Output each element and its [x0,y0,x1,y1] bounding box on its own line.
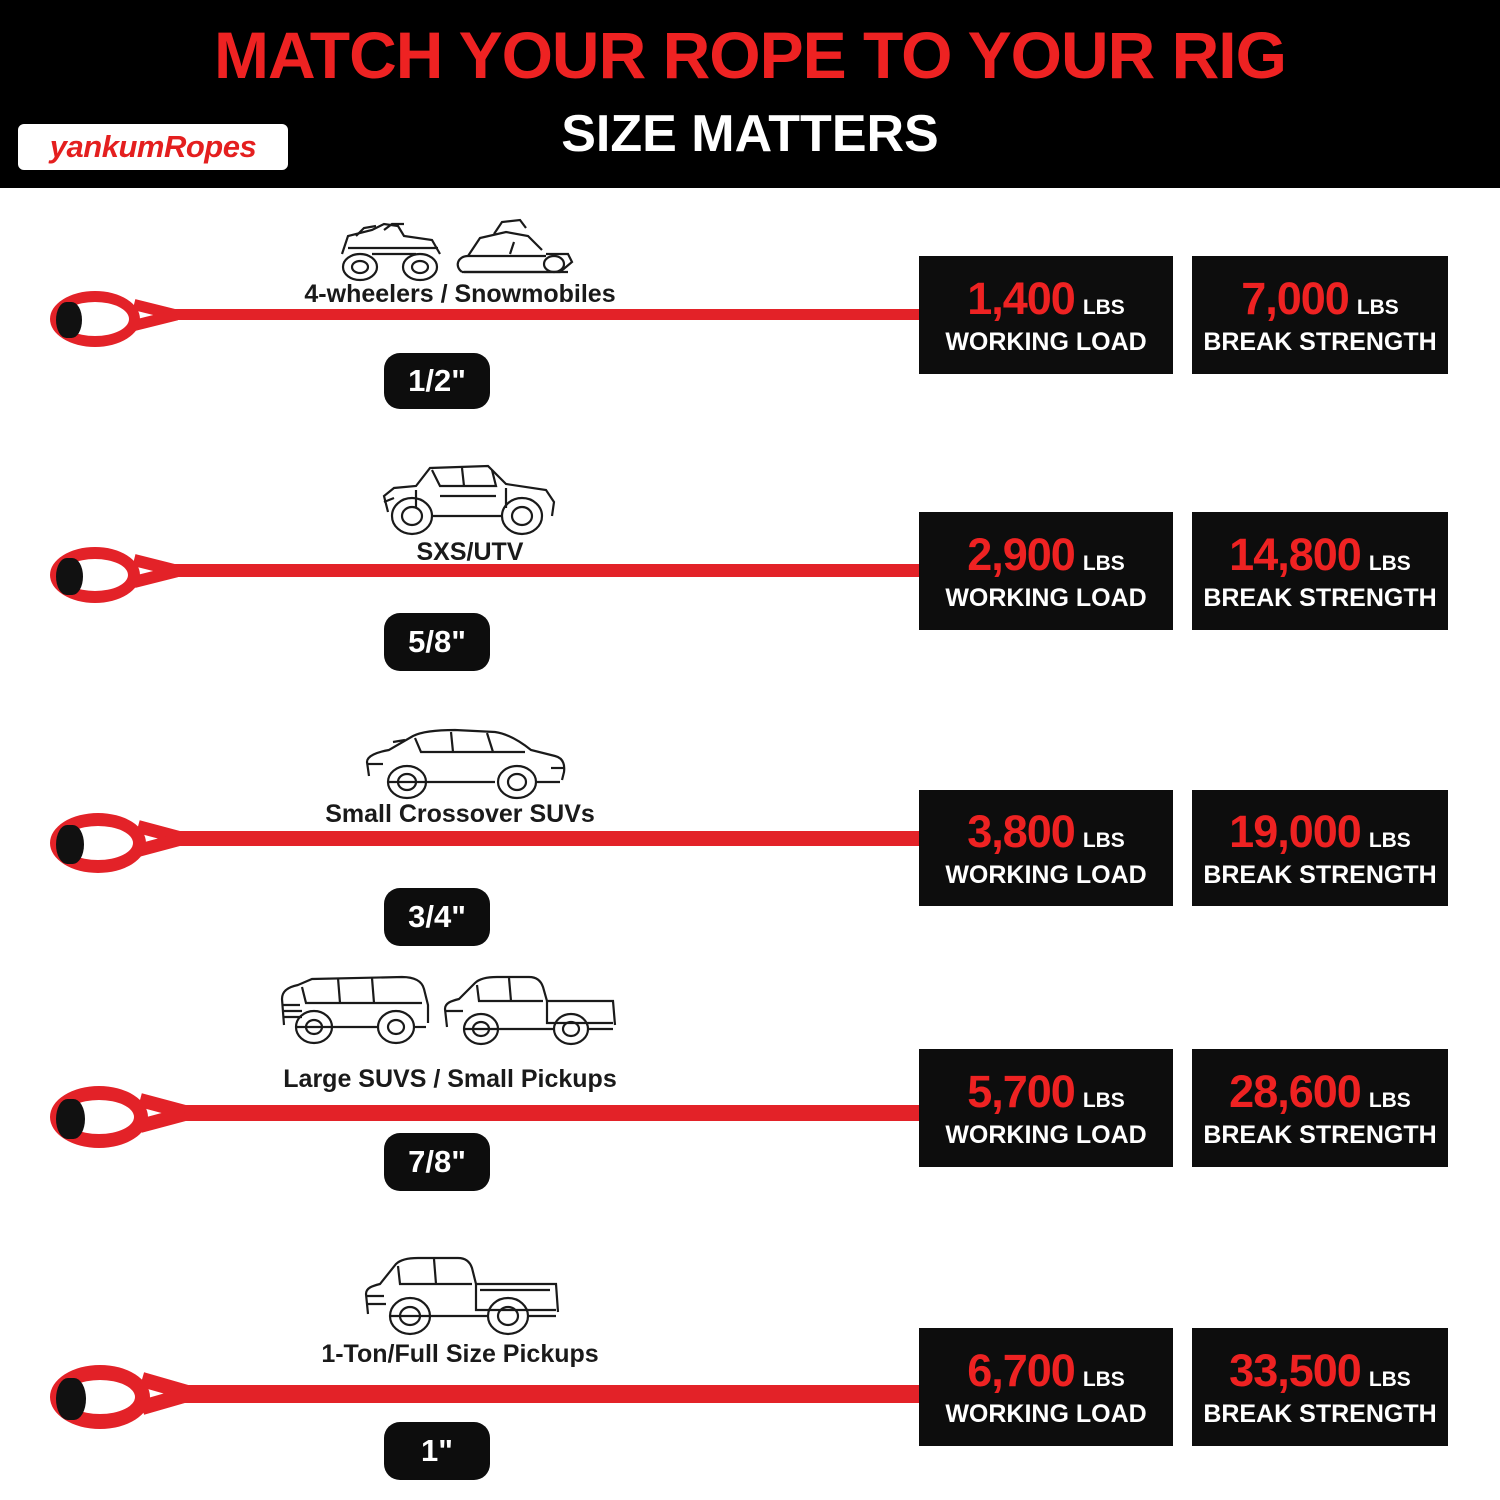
break-strength-value: 28,600 [1229,1065,1361,1117]
page-title: MATCH YOUR ROPE TO YOUR RIG [214,18,1286,92]
rope-row [0,965,1500,1227]
rope-size-badge: 7/8" [384,1133,490,1191]
rope-body [170,1105,920,1121]
full-size-pickup-icon [350,1250,580,1340]
working-load-box [919,512,1173,630]
atv-snowmobile-icon [320,210,600,282]
utv-icon [370,450,570,538]
working-load-box [919,790,1173,906]
vehicle-label: Small Crossover SUVs [325,800,595,828]
break-strength-box [1192,256,1448,374]
working-load-value: 3,800 [967,805,1075,857]
working-load-caption: WORKING LOAD [945,860,1147,889]
rope-eye-sleeve [56,302,82,338]
working-load-value: 2,900 [967,528,1075,580]
working-load-unit: LBS [1082,828,1125,852]
break-strength-caption: BREAK STRENGTH [1203,1399,1437,1428]
working-load-unit: LBS [1082,295,1125,319]
rope-body [170,309,920,320]
rope-eye-sleeve [56,558,83,595]
rope-size-badge: 5/8" [384,613,490,671]
break-strength-box [1192,790,1448,906]
working-load-caption: WORKING LOAD [945,1120,1147,1149]
vehicle-label: 4-wheelers / Snowmobiles [304,280,616,308]
break-strength-caption: BREAK STRENGTH [1203,1120,1437,1149]
working-load-caption: WORKING LOAD [945,1399,1147,1428]
rope-size-badge: 1/2" [384,353,490,409]
rope-eye-sleeve [56,825,84,864]
working-load-unit: LBS [1082,1367,1125,1391]
rope-row [0,710,1500,972]
brand-logo-text: yankumRopes [49,129,257,164]
break-strength-value: 19,000 [1229,805,1361,857]
rope-eye-sleeve [56,1099,85,1139]
break-strength-unit: LBS [1368,1367,1411,1391]
break-strength-value: 7,000 [1241,272,1349,324]
rope-row [0,448,1500,710]
page-subtitle: SIZE MATTERS [561,105,939,163]
working-load-unit: LBS [1082,551,1125,575]
working-load-box [919,256,1173,374]
break-strength-value: 14,800 [1229,528,1361,580]
working-load-value: 1,400 [967,272,1075,324]
vehicle-label: 1-Ton/Full Size Pickups [321,1340,599,1368]
rope-body [170,1385,920,1403]
break-strength-box [1192,1328,1448,1446]
working-load-value: 5,700 [967,1065,1075,1117]
rope-size-badge: 1" [384,1422,490,1480]
vehicle-label: SXS/UTV [416,538,524,566]
working-load-box [919,1049,1173,1167]
rope-eye-sleeve [56,1378,86,1420]
rope-size-badge: 3/4" [384,888,490,946]
break-strength-caption: BREAK STRENGTH [1203,327,1437,356]
break-strength-value: 33,500 [1229,1344,1361,1396]
working-load-value: 6,700 [967,1344,1075,1396]
break-strength-box [1192,512,1448,630]
vehicle-label: Large SUVS / Small Pickups [283,1065,617,1093]
brand-logo [18,124,288,170]
break-strength-unit: LBS [1356,295,1399,319]
large-suv-pickup-icon [272,965,622,1051]
working-load-caption: WORKING LOAD [945,583,1147,612]
rope-row [0,1240,1500,1500]
break-strength-unit: LBS [1368,551,1411,575]
break-strength-caption: BREAK STRENGTH [1203,583,1437,612]
header-banner [0,0,1500,188]
break-strength-box [1192,1049,1448,1167]
break-strength-unit: LBS [1368,1088,1411,1112]
rope-graphic [50,1362,920,1432]
break-strength-unit: LBS [1368,828,1411,852]
break-strength-caption: BREAK STRENGTH [1203,860,1437,889]
working-load-box [919,1328,1173,1446]
working-load-caption: WORKING LOAD [945,327,1147,356]
suv-icon [355,720,575,800]
rope-body [170,831,920,846]
rope-row [0,196,1500,458]
working-load-unit: LBS [1082,1088,1125,1112]
